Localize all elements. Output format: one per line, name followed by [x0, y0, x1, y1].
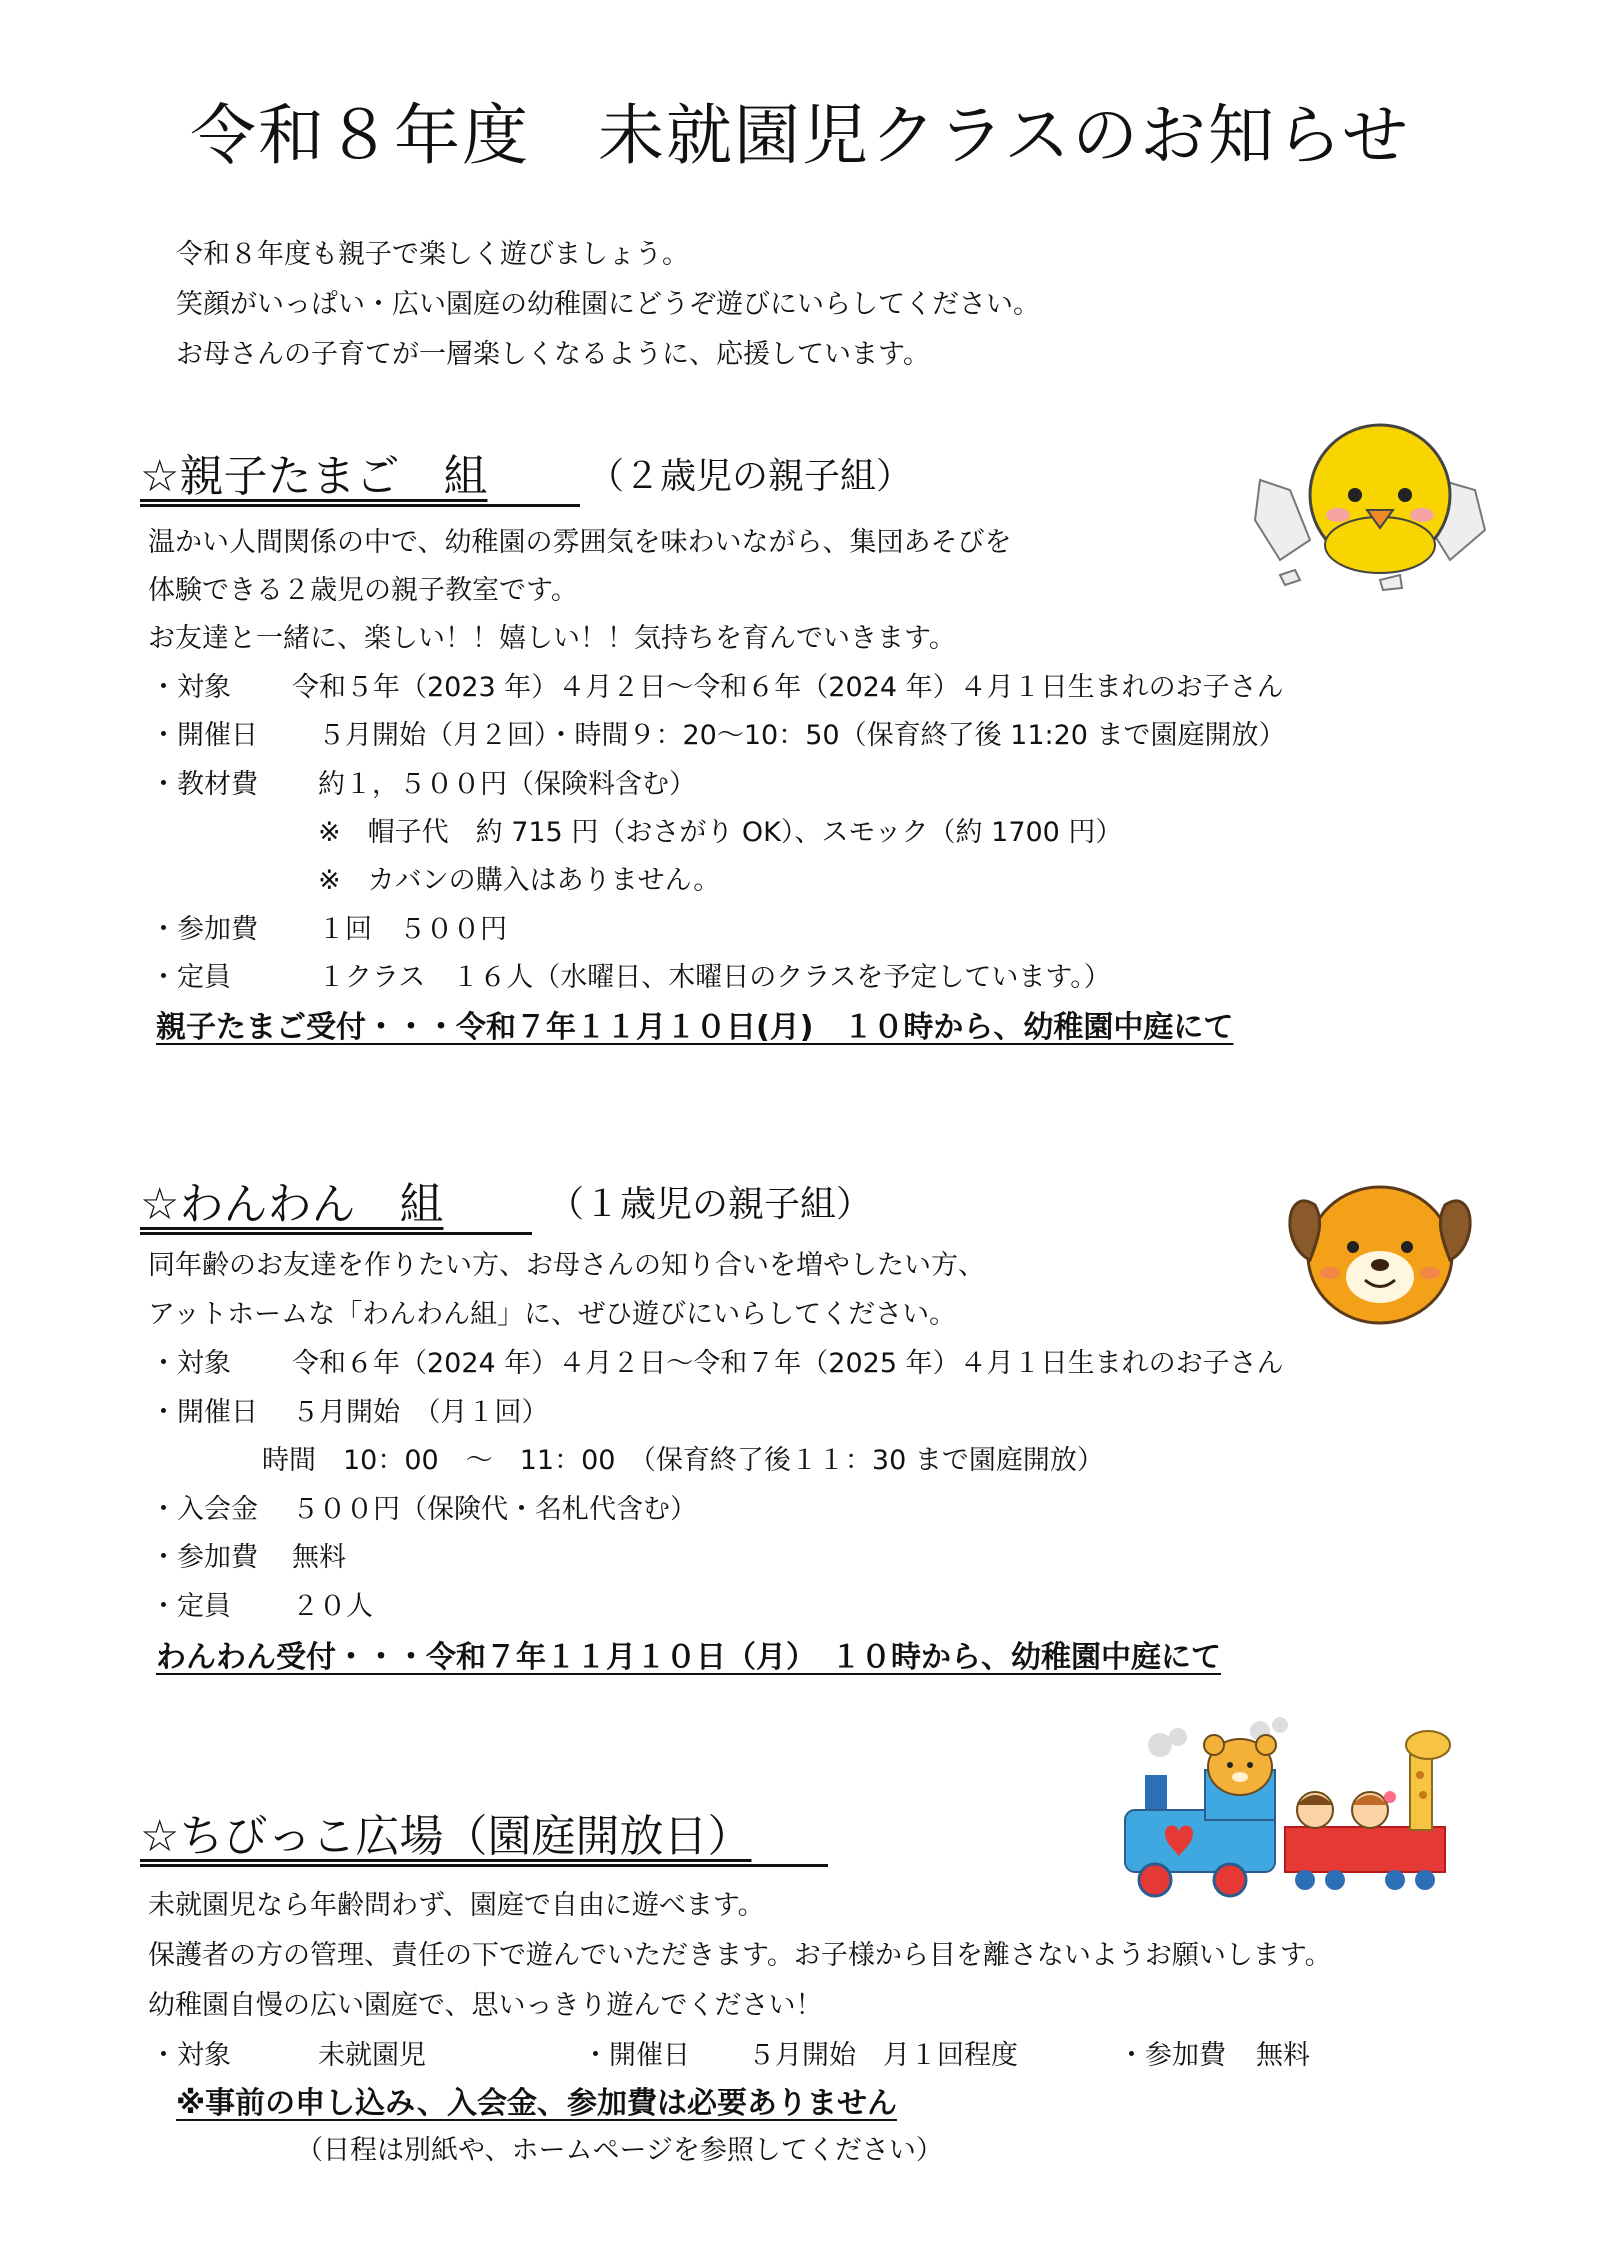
wanwan-subhead: （１歳児の親子組）: [548, 1184, 873, 1225]
chibikko-section-heading: [140, 1800, 751, 1864]
chibikko-schedule-note: （日程は別紙や、ホームページを参照してください）: [296, 2135, 943, 2166]
chibikko-fee-value: 無料: [1256, 2040, 1310, 2071]
wanwan-target-value: 令和６年（2024 年）４月２日～令和７年（2025 年）４月１日生まれのお子さん: [292, 1348, 1284, 1379]
chibikko-heading-underline: [140, 1864, 828, 1867]
wanwan-target-label: ・対象: [150, 1348, 231, 1379]
intro-line-2: 笑顔がいっぱい・広い園庭の幼稚園にどうぞ遊びにいらしてください。: [176, 289, 1040, 320]
chibikko-target-value: 未就園児: [318, 2040, 426, 2071]
tamago-target-label: ・対象: [150, 672, 231, 703]
wanwan-date-value: ５月開始 （月１回）: [292, 1397, 549, 1428]
tamago-bag-note: ※ カバンの購入はありません。: [318, 865, 721, 896]
wanwan-desc-2: アットホームな「わんわん組」に、ぜひ遊びにいらしてください。: [148, 1299, 957, 1330]
tamago-date-value: ５月開始（月２回）・時間９：20～10：50（保育終了後 11:20 まで園庭開放）: [318, 720, 1286, 751]
tamago-material-label: ・教材費: [150, 769, 258, 800]
tamago-desc-2: 体験できる２歳児の親子教室です。: [148, 575, 578, 606]
tamago-registration: 親子たまご受付・・・令和７年１１月１０日(月) １０時から、幼稚園中庭にて: [156, 1010, 1234, 1045]
chibikko-fee-label: ・参加費: [1118, 2040, 1226, 2071]
wanwan-entry-value: ５００円（保険代・名札代含む）: [292, 1494, 697, 1525]
chibikko-notice: ※事前の申し込み、入会金、参加費は必要ありません: [176, 2086, 897, 2121]
tamago-subhead: （２歳児の親子組）: [588, 456, 913, 497]
wanwan-capacity-label: ・定員: [150, 1591, 231, 1622]
train-illustration: [1110, 1715, 1460, 1905]
intro-line-1: 令和８年度も親子で楽しく遊びましょう。: [176, 239, 689, 270]
tamago-fee-value: １回 ５００円: [318, 914, 507, 945]
tamago-hat-note: ※ 帽子代 約 715 円（おさがり OK）、スモック（約 1700 円）: [318, 817, 1123, 848]
wanwan-entry-label: ・入会金: [150, 1494, 258, 1525]
intro-line-3: お母さんの子育てが一層楽しくなるように、応援しています。: [176, 339, 930, 370]
chibikko-target-label: ・対象: [150, 2040, 231, 2071]
wanwan-fee-label: ・参加費: [150, 1542, 258, 1573]
chibikko-date-value: ５月開始 月１回程度: [748, 2040, 1018, 2071]
dog-illustration: [1285, 1165, 1475, 1330]
wanwan-desc-1: 同年齢のお友達を作りたい方、お母さんの知り合いを増やしたい方、: [148, 1250, 985, 1281]
chibikko-heading: ☆ちびっこ広場（園庭開放日）: [140, 1811, 752, 1862]
tamago-section-heading: [140, 440, 487, 504]
wanwan-capacity-value: ２０人: [292, 1591, 373, 1622]
chibikko-desc-2: 保護者の方の管理、責任の下で遊んでいただきます。お子様から目を離さないようお願いします。: [148, 1940, 1332, 1971]
chick-illustration: [1250, 400, 1500, 600]
tamago-capacity-label: ・定員: [150, 962, 231, 993]
wanwan-heading-underline: [140, 1232, 532, 1235]
tamago-desc-3: お友達と一緒に、楽しい！！嬉しい！！気持ちを育んでいきます。: [148, 623, 956, 654]
tamago-capacity-value: １クラス １６人（水曜日、木曜日のクラスを予定しています。）: [318, 962, 1111, 993]
wanwan-heading: ☆わんわん 組: [140, 1179, 444, 1230]
tamago-heading-underline: [140, 504, 580, 507]
chibikko-desc-1: 未就園児なら年齢問わず、園庭で自由に遊べます。: [148, 1890, 765, 1921]
wanwan-section-heading: [140, 1168, 443, 1232]
chibikko-desc-3: 幼稚園自慢の広い園庭で、思いっきり遊んでください！: [148, 1990, 823, 2021]
wanwan-date-label: ・開催日: [150, 1397, 258, 1428]
tamago-heading: ☆親子たまご 組: [140, 451, 488, 502]
tamago-date-label: ・開催日: [150, 720, 258, 751]
tamago-desc-1: 温かい人間関係の中で、幼稚園の雰囲気を味わいながら、集団あそびを: [148, 527, 1012, 558]
tamago-target-value: 令和５年（2023 年）４月２日～令和６年（2024 年）４月１日生まれのお子さん: [292, 672, 1284, 703]
wanwan-time-value: 時間 10：00 ～ 11：00 （保育終了後１１：30 まで園庭開放）: [262, 1445, 1104, 1476]
wanwan-fee-value: 無料: [292, 1542, 346, 1573]
tamago-material-value: 約１，５００円（保険料含む）: [318, 769, 696, 800]
page-title: 令和８年度 未就園児クラスのお知らせ: [189, 97, 1411, 174]
chibikko-date-label: ・開催日: [582, 2040, 690, 2071]
tamago-fee-label: ・参加費: [150, 914, 258, 945]
wanwan-registration: わんわん受付・・・令和７年１１月１０日（月） １０時から、幼稚園中庭にて: [156, 1640, 1221, 1675]
